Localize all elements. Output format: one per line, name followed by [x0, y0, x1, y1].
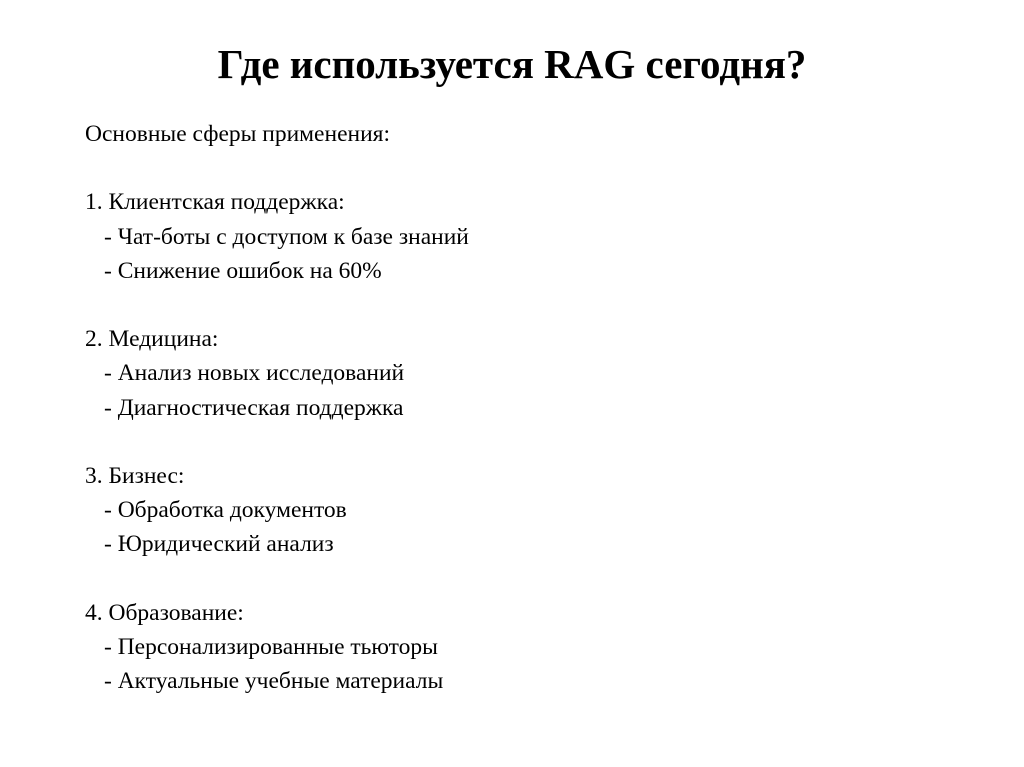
- section-heading: 3. Бизнес:: [85, 462, 185, 489]
- list-item: - Чат-боты с доступом к базе знаний: [104, 223, 469, 250]
- list-item: - Анализ новых исследований: [104, 360, 405, 387]
- section-business: [85, 459, 985, 562]
- list-item: - Диагностическая поддержка: [104, 394, 404, 421]
- list-item: - Актуальные учебные материалы: [104, 668, 444, 694]
- intro-text: Основные сферы применения:: [85, 121, 390, 147]
- spacer: [85, 561, 985, 595]
- spacer: [85, 151, 985, 185]
- section-education: [85, 596, 985, 699]
- slide-title: Где используется RAG сегодня?: [217, 41, 807, 87]
- spacer: [85, 288, 985, 322]
- section-customer-support: [85, 185, 985, 288]
- slide-body: [85, 117, 985, 698]
- list-item: - Персонализированные тьюторы: [104, 633, 438, 660]
- spacer: [85, 425, 985, 459]
- list-item: - Снижение ошибок на 60%: [104, 257, 382, 284]
- list-item: - Юридический анализ: [104, 531, 334, 558]
- section-heading: 2. Медицина:: [85, 326, 219, 353]
- section-medicine: [85, 322, 985, 425]
- section-heading: 4. Образование:: [85, 599, 244, 626]
- section-heading: 1. Клиентская поддержка:: [85, 189, 345, 216]
- list-item: - Обработка документов: [104, 497, 347, 524]
